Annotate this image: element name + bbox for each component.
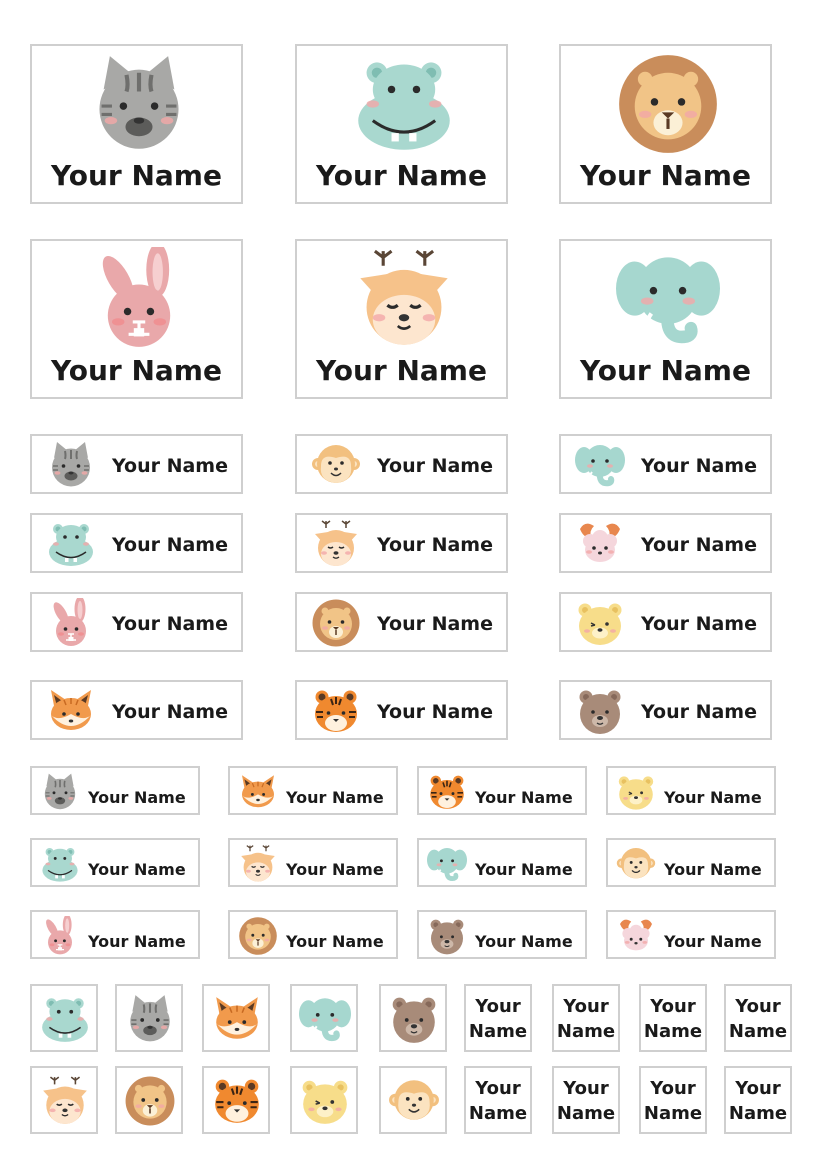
name-label-bear-yellow xyxy=(606,766,776,815)
bear-yellow-icon xyxy=(575,598,625,648)
deer-icon xyxy=(39,1075,91,1127)
cat-icon xyxy=(40,772,80,812)
label-name-text: Your Name xyxy=(112,613,228,635)
label-name-text xyxy=(726,1076,790,1126)
name-label-text xyxy=(724,1066,792,1134)
elephant-icon xyxy=(575,440,625,490)
name-label-fox xyxy=(228,766,398,815)
label-name-text: Your Name xyxy=(112,455,228,477)
label-name-text: Your Name xyxy=(377,534,493,556)
sheep-icon xyxy=(616,916,656,956)
lion-icon xyxy=(616,52,720,156)
label-name-text xyxy=(641,994,705,1044)
name-label-rabbit xyxy=(30,239,243,399)
label-name-text: Your Name xyxy=(664,788,762,807)
name-label-elephant xyxy=(290,984,358,1052)
name-label-lion xyxy=(295,592,508,652)
label-name-text: Your Name xyxy=(286,860,384,879)
label-name-text: Your Name xyxy=(641,613,757,635)
label-name-text: Your Name xyxy=(641,534,757,556)
hippo-icon xyxy=(352,52,456,156)
elephant-icon xyxy=(616,247,720,351)
name-label-text xyxy=(464,984,532,1052)
label-name-text: Your Name xyxy=(112,701,228,723)
name-label-monkey xyxy=(295,434,508,494)
hippo-icon xyxy=(39,993,91,1045)
label-name-text: Your Name xyxy=(377,701,493,723)
monkey-icon xyxy=(311,440,361,490)
name-line-1: Your xyxy=(563,1078,609,1099)
name-label-lion xyxy=(115,1066,183,1134)
label-name-text: Your Name xyxy=(641,455,757,477)
label-name-text: Your Name xyxy=(377,455,493,477)
label-name-text: Your Name xyxy=(316,159,487,192)
name-label-cat xyxy=(30,766,200,815)
name-line-1: Your xyxy=(563,996,609,1017)
name-label-text xyxy=(464,1066,532,1134)
label-name-text: Your Name xyxy=(51,354,222,387)
rabbit-icon xyxy=(46,598,96,648)
name-line-2: Name xyxy=(468,1021,528,1043)
name-label-text xyxy=(639,984,707,1052)
name-label-bear-brown xyxy=(559,680,772,740)
name-line-1: Your xyxy=(735,1078,781,1099)
name-label-text xyxy=(552,1066,620,1134)
monkey-icon xyxy=(616,844,656,884)
sheep-icon xyxy=(575,519,625,569)
hippo-icon xyxy=(40,844,80,884)
cat-icon xyxy=(87,52,191,156)
name-label-monkey xyxy=(379,1066,447,1134)
name-line-1: Your xyxy=(650,996,696,1017)
name-label-bear-yellow xyxy=(559,592,772,652)
name-label-fox xyxy=(202,984,270,1052)
lion-icon xyxy=(311,598,361,648)
label-name-text: Your Name xyxy=(112,534,228,556)
name-label-bear-brown xyxy=(379,984,447,1052)
cat-icon xyxy=(124,993,176,1045)
name-label-lion xyxy=(559,44,772,204)
name-line-2: Name xyxy=(556,1103,616,1125)
name-label-lion xyxy=(228,910,398,959)
fox-icon xyxy=(238,772,278,812)
name-label-sheep xyxy=(559,513,772,573)
name-label-hippo xyxy=(30,838,200,887)
label-name-text: Your Name xyxy=(88,932,186,951)
bear-brown-icon xyxy=(388,993,440,1045)
name-line-2: Name xyxy=(556,1021,616,1043)
label-name-text: Your Name xyxy=(475,788,573,807)
name-line-1: Your xyxy=(735,996,781,1017)
name-label-sheep xyxy=(606,910,776,959)
deer-icon xyxy=(352,247,456,351)
label-name-text: Your Name xyxy=(88,788,186,807)
label-name-text: Your Name xyxy=(286,932,384,951)
rabbit-icon xyxy=(40,916,80,956)
name-label-text xyxy=(639,1066,707,1134)
name-label-hippo xyxy=(30,984,98,1052)
label-name-text: Your Name xyxy=(580,354,751,387)
name-line-2: Name xyxy=(728,1103,788,1125)
rabbit-icon xyxy=(87,247,191,351)
name-label-deer xyxy=(228,838,398,887)
label-name-text xyxy=(466,1076,530,1126)
name-label-deer xyxy=(295,239,508,399)
elephant-icon xyxy=(427,844,467,884)
label-name-text: Your Name xyxy=(475,932,573,951)
label-name-text: Your Name xyxy=(664,860,762,879)
elephant-icon xyxy=(299,993,351,1045)
name-line-2: Name xyxy=(468,1103,528,1125)
deer-icon xyxy=(238,844,278,884)
label-name-text: Your Name xyxy=(88,860,186,879)
label-name-text: Your Name xyxy=(475,860,573,879)
name-label-tiger xyxy=(295,680,508,740)
name-label-cat xyxy=(30,434,243,494)
bear-brown-icon xyxy=(575,686,625,736)
label-name-text xyxy=(466,994,530,1044)
bear-brown-icon xyxy=(427,916,467,956)
bear-yellow-icon xyxy=(299,1075,351,1127)
label-name-text xyxy=(554,1076,618,1126)
bear-yellow-icon xyxy=(616,772,656,812)
label-name-text xyxy=(641,1076,705,1126)
tiger-icon xyxy=(427,772,467,812)
label-name-text: Your Name xyxy=(51,159,222,192)
monkey-icon xyxy=(388,1075,440,1127)
label-name-text xyxy=(726,994,790,1044)
name-label-text xyxy=(552,984,620,1052)
name-label-elephant xyxy=(559,434,772,494)
name-label-elephant xyxy=(559,239,772,399)
name-label-rabbit xyxy=(30,910,200,959)
tiger-icon xyxy=(311,686,361,736)
lion-icon xyxy=(238,916,278,956)
label-name-text xyxy=(554,994,618,1044)
name-label-elephant xyxy=(417,838,587,887)
label-name-text: Your Name xyxy=(286,788,384,807)
name-label-rabbit xyxy=(30,592,243,652)
deer-icon xyxy=(311,519,361,569)
cat-icon xyxy=(46,440,96,490)
name-label-cat xyxy=(30,44,243,204)
name-label-bear-brown xyxy=(417,910,587,959)
name-label-deer xyxy=(295,513,508,573)
name-label-fox xyxy=(30,680,243,740)
label-name-text: Your Name xyxy=(377,613,493,635)
tiger-icon xyxy=(211,1075,263,1127)
fox-icon xyxy=(211,993,263,1045)
name-label-text xyxy=(724,984,792,1052)
name-line-2: Name xyxy=(728,1021,788,1043)
label-name-text: Your Name xyxy=(664,932,762,951)
name-label-bear-yellow xyxy=(290,1066,358,1134)
label-name-text: Your Name xyxy=(641,701,757,723)
name-label-tiger xyxy=(202,1066,270,1134)
name-line-1: Your xyxy=(650,1078,696,1099)
fox-icon xyxy=(46,686,96,736)
name-line-2: Name xyxy=(643,1021,703,1043)
name-line-1: Your xyxy=(475,1078,521,1099)
name-label-tiger xyxy=(417,766,587,815)
name-label-cat xyxy=(115,984,183,1052)
label-name-text: Your Name xyxy=(316,354,487,387)
name-label-hippo xyxy=(295,44,508,204)
name-line-1: Your xyxy=(475,996,521,1017)
name-label-deer xyxy=(30,1066,98,1134)
name-label-hippo xyxy=(30,513,243,573)
label-name-text: Your Name xyxy=(580,159,751,192)
hippo-icon xyxy=(46,519,96,569)
name-label-monkey xyxy=(606,838,776,887)
lion-icon xyxy=(124,1075,176,1127)
name-line-2: Name xyxy=(643,1103,703,1125)
